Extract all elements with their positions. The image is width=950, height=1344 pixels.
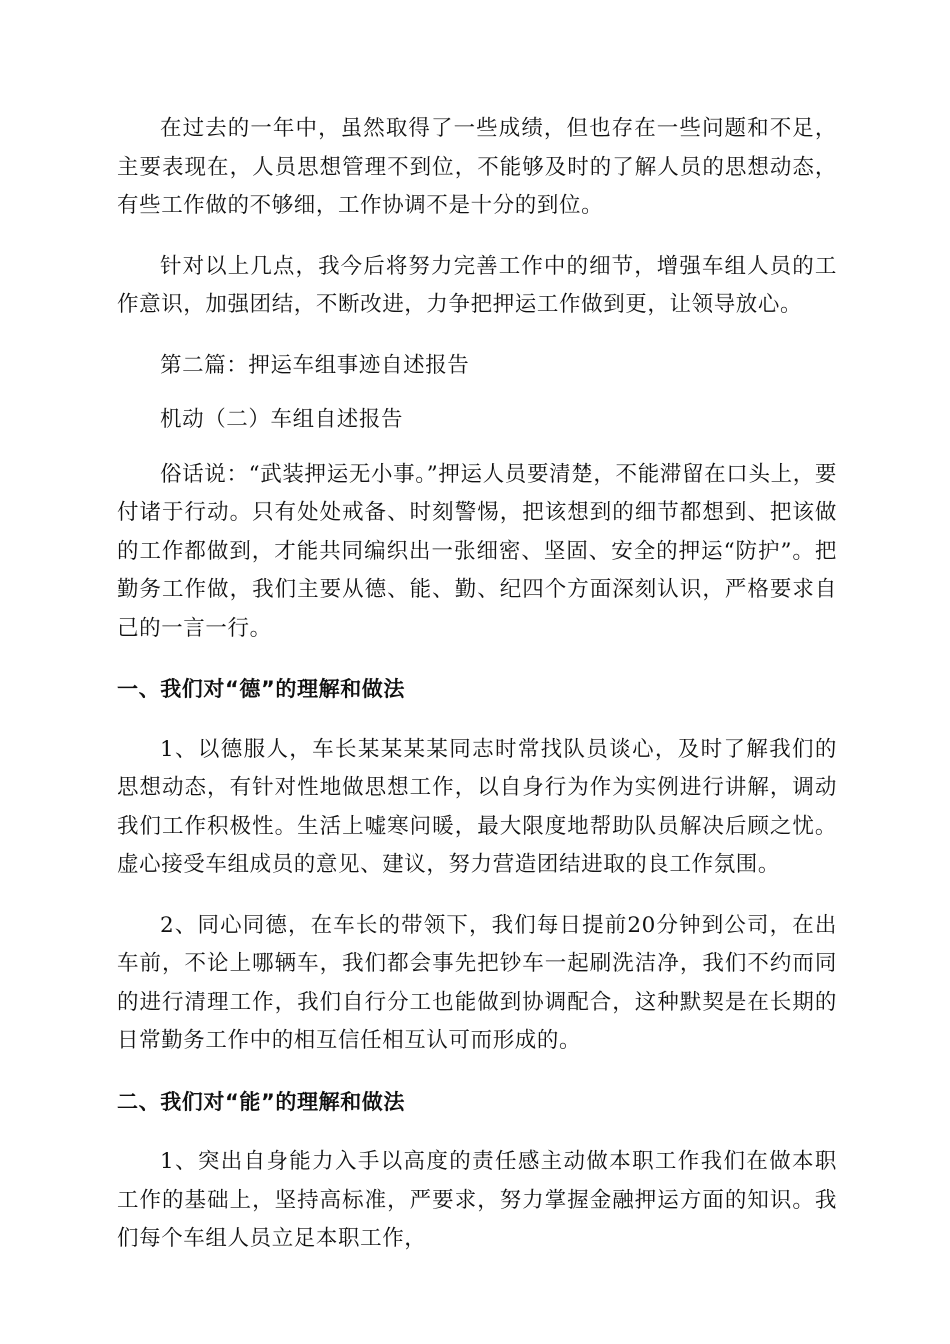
paragraph-improvements: 针对以上几点，我今后将努力完善工作中的细节，增强车组人员的工作意识，加强团结，不断改进，力争把押运工作做到更，让领导放心。	[117, 253, 837, 317]
paragraph-virtue-2: 2、同心同德，在车长的带领下，我们每日提前20分钟到公司，在出车前，不论上哪辆车，我们都会事先把钞车一起刷洗洁净，我们不约而同的进行清理工作，我们自行分工也能做到协调配合，这种默契是在长期的日常勤务工作中的相互信任相互认可而形成的。	[117, 912, 837, 1053]
section-title-part-two: 第二篇：押运车组事迹自述报告	[160, 352, 470, 378]
report-subtitle: 机动（二）车组自述报告	[160, 407, 404, 432]
paragraph-ability-1: 1、突出自身能力入手以高度的责任感主动做本职工作我们在做本职工作的基础上，坚持高标准，严要求，努力掌握金融押运方面的知识。我们每个车组人员立足本职工作，	[117, 1149, 837, 1251]
document-body	[117, 110, 837, 1281]
paragraph-virtue-1: 1、以德服人，车长某某某某同志时常找队员谈心，及时了解我们的思想动态，有针对性地做思想工作，以自身行为作为实例进行讲解，调动我们工作积极性。生活上嘘寒问暖，最大限度地帮助队员解决后顾之忧。虚心接受车组成员的意见、建议，努力营造团结进取的良工作氛围。	[117, 736, 837, 877]
heading-ability: 二、我们对“能”的理解和做法	[117, 1089, 406, 1114]
paragraph-shortcomings: 在过去的一年中，虽然取得了一些成绩，但也存在一些问题和不足，主要表现在，人员思想管理不到位，不能够及时的了解人员的思想动态，有些工作做的不够细，工作协调不是十分的到位。	[117, 116, 837, 218]
heading-virtue: 一、我们对“德”的理解和做法	[117, 677, 406, 701]
paragraph-introduction: 俗话说：“武装押运无小事。”押运人员要清楚，不能滞留在口头上，要付诸于行动。只有处处戒备、时刻警惕，把该想到的细节都想到、把该做的工作都做到，才能共同编织出一张细密、坚固、安全的押运“防护”。把勤务工作做，我们主要从德、能、勤、纪四个方面深刻认识，严格要求自己的一言一行。	[117, 461, 837, 641]
